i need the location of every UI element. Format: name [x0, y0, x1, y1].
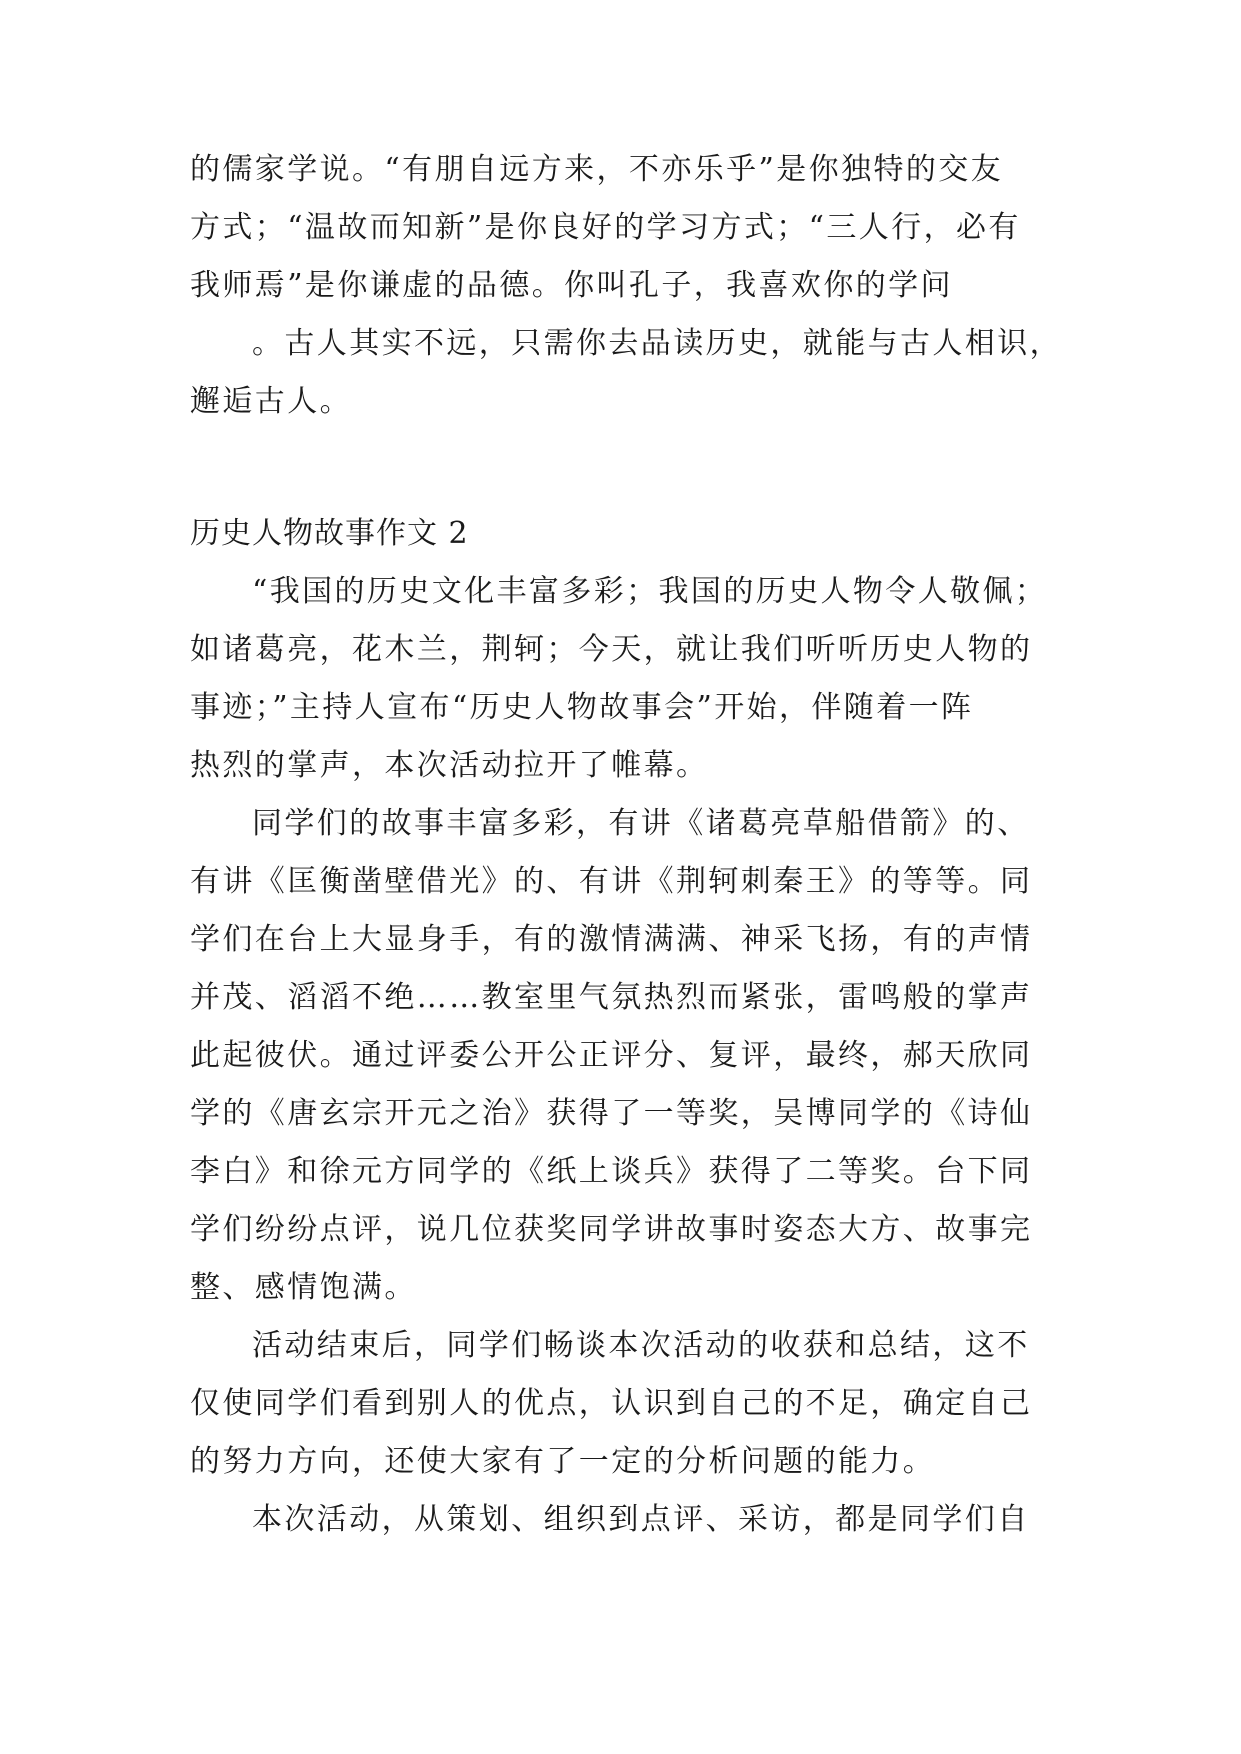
text-line: 同学们的故事丰富多彩，有讲《诸葛亮草船借箭》的、 — [252, 806, 1030, 841]
text-line: 学们在台上大显身手，有的激情满满、神采飞扬，有的声情 — [190, 922, 1033, 957]
text-line: 方式；“温故而知新”是你良好的学习方式；“三人行，必有 — [190, 210, 1021, 245]
text-line: 热烈的掌声，本次活动拉开了帷幕。 — [190, 748, 709, 783]
text-line: 并茂、滔滔不绝……教室里气氛热烈而紧张，雷鸣般的掌声 — [190, 980, 1033, 1015]
text-line: 。古人其实不远，只需你去品读历史，就能与古人相识， — [252, 326, 1062, 361]
text-line: 此起彼伏。通过评委公开公正评分、复评，最终，郝天欣同 — [190, 1038, 1033, 1073]
text-line: 的儒家学说。“有朋自远方来，不亦乐乎”是你独特的交友 — [190, 152, 1004, 187]
section-heading: 历史人物故事作文 2 — [190, 516, 469, 551]
text-line: 有讲《匡衡凿壁借光》的、有讲《荆轲刺秦王》的等等。同 — [190, 864, 1033, 899]
text-line: 整、感情饱满。 — [190, 1270, 417, 1305]
text-line: 学们纷纷点评，说几位获奖同学讲故事时姿态大方、故事完 — [190, 1212, 1033, 1247]
text-line: 如诸葛亮，花木兰，荆轲；今天，就让我们听听历史人物的 — [190, 632, 1033, 667]
text-line: 我师焉”是你谦虚的品德。你叫孔子，我喜欢你的学问 — [190, 268, 953, 303]
text-line: 李白》和徐元方同学的《纸上谈兵》获得了二等奖。台下同 — [190, 1154, 1033, 1189]
text-line: 活动结束后，同学们畅谈本次活动的收获和总结，这不 — [252, 1328, 1030, 1363]
text-line: 邂逅古人。 — [190, 384, 352, 419]
text-line: 的努力方向，还使大家有了一定的分析问题的能力。 — [190, 1444, 936, 1479]
text-line: 事迹；”主持人宣布“历史人物故事会”开始，伴随着一阵 — [190, 690, 974, 725]
text-line: “我国的历史文化丰富多彩；我国的历史人物令人敬佩； — [252, 574, 1048, 609]
text-line: 本次活动，从策划、组织到点评、采访，都是同学们自 — [252, 1502, 1030, 1537]
text-line: 仅使同学们看到别人的优点，认识到自己的不足，确定自己 — [190, 1386, 1033, 1421]
text-line: 学的《唐玄宗开元之治》获得了一等奖，吴博同学的《诗仙 — [190, 1096, 1033, 1131]
